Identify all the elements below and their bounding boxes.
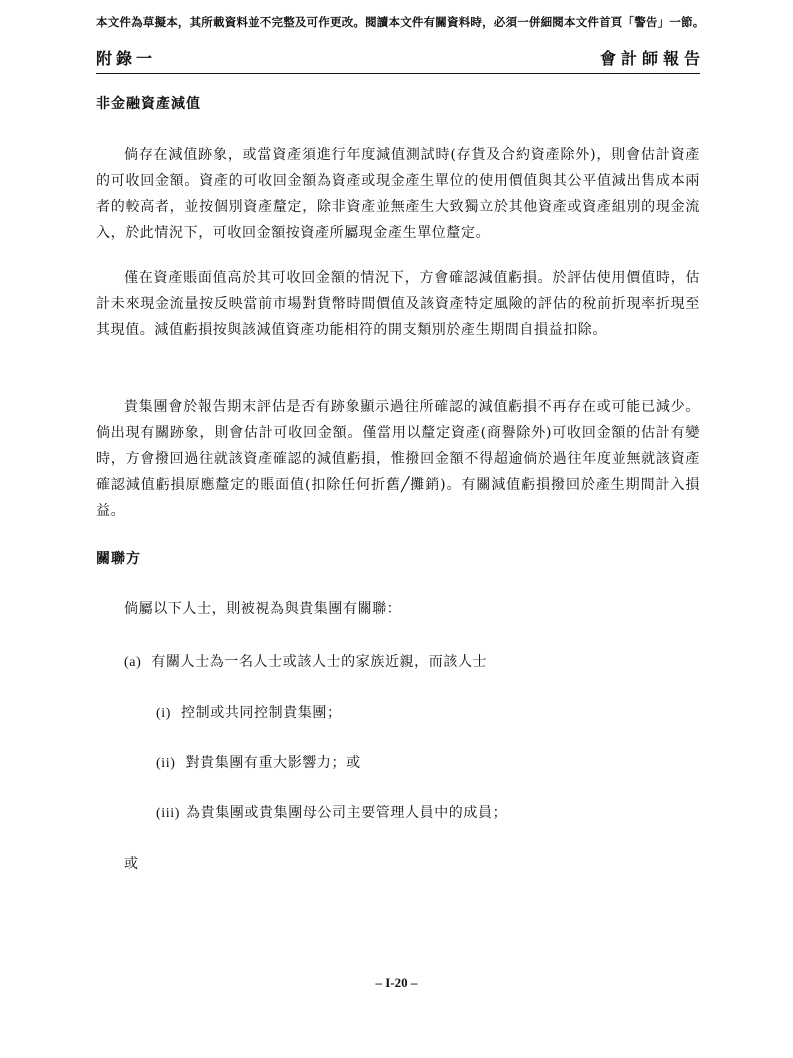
list-subitem-ii-marker: (ii) xyxy=(156,756,176,771)
draft-disclaimer: 本文件為草擬本，其所載資料並不完整及可作更改。閱讀本文件有關資料時，必須一併細閱本文件首頁「警告」一節。 xyxy=(96,15,705,29)
conjunction-or: 或 xyxy=(124,856,139,872)
list-item-a-marker: (a) xyxy=(124,655,142,670)
heading-impairment: 非金融資產減值 xyxy=(96,96,201,112)
list-subitem-i xyxy=(156,702,342,722)
header-report-title: 會計師報告 xyxy=(599,49,705,68)
list-item-a xyxy=(124,651,487,671)
header-appendix-label: 附錄一 xyxy=(96,49,157,68)
heading-related-parties: 關聯方 xyxy=(96,551,141,567)
page-number: – I-20 – xyxy=(375,975,418,990)
list-subitem-ii-text: 對貴集團有重大影響力；或 xyxy=(185,755,361,771)
list-item-a-text: 有關人士為一名人士或該人士的家族近親，而該人士 xyxy=(151,654,488,670)
impairment-paragraph-1: 倘存在減值跡象，或當資產須進行年度減值測試時(存貨及合約資產除外)，則會估計資產的可收回金額。資產的可收回金額為資產或現金產生單位的使用價值與其公平值減出售成本兩者的較高者，並按個別資產釐定，除非資產並無產生大致獨立於其他資產或資產組別的現金流入，於此情況下，可收回金額按資產所屬現金產生單位釐定。 xyxy=(96,147,700,241)
related-parties-intro: 倘屬以下人士，則被視為與貴集團有關聯： xyxy=(124,601,402,617)
list-subitem-i-text: 控制或共同控制貴集團； xyxy=(181,705,342,721)
list-subitem-iii xyxy=(156,802,507,822)
impairment-paragraph-3: 貴集團會於報告期末評估是否有跡象顯示過往所確認的減值虧損不再存在或可能已減少。倘出現有關跡象，則會估計可收回金額。僅當用以釐定資產(商譽除外)可收回金額的估計有變時，方會撥回過往就該資產確認的減值虧損，惟撥回金額不得超逾倘於過往年度並無就該資產確認減值虧損原應釐定的賬面值(扣除任何折舊╱攤銷)。有關減值虧損撥回於產生期間計入損益。 xyxy=(96,399,700,519)
list-subitem-i-marker: (i) xyxy=(156,706,172,721)
list-subitem-ii xyxy=(156,752,361,772)
list-subitem-iii-marker: (iii) xyxy=(156,806,180,821)
impairment-paragraph-2: 僅在資產賬面值高於其可收回金額的情況下，方會確認減值虧損。於評估使用價值時，估計未來現金流量按反映當前市場對貨幣時間價值及該資產特定風險的評估的稅前折現率折現至其現值。減值虧損按與該減值資產功能相符的開支類別於產生期間自損益扣除。 xyxy=(96,270,700,338)
page-header xyxy=(96,46,705,74)
list-subitem-iii-text: 為貴集團或貴集團母公司主要管理人員中的成員； xyxy=(186,805,508,821)
